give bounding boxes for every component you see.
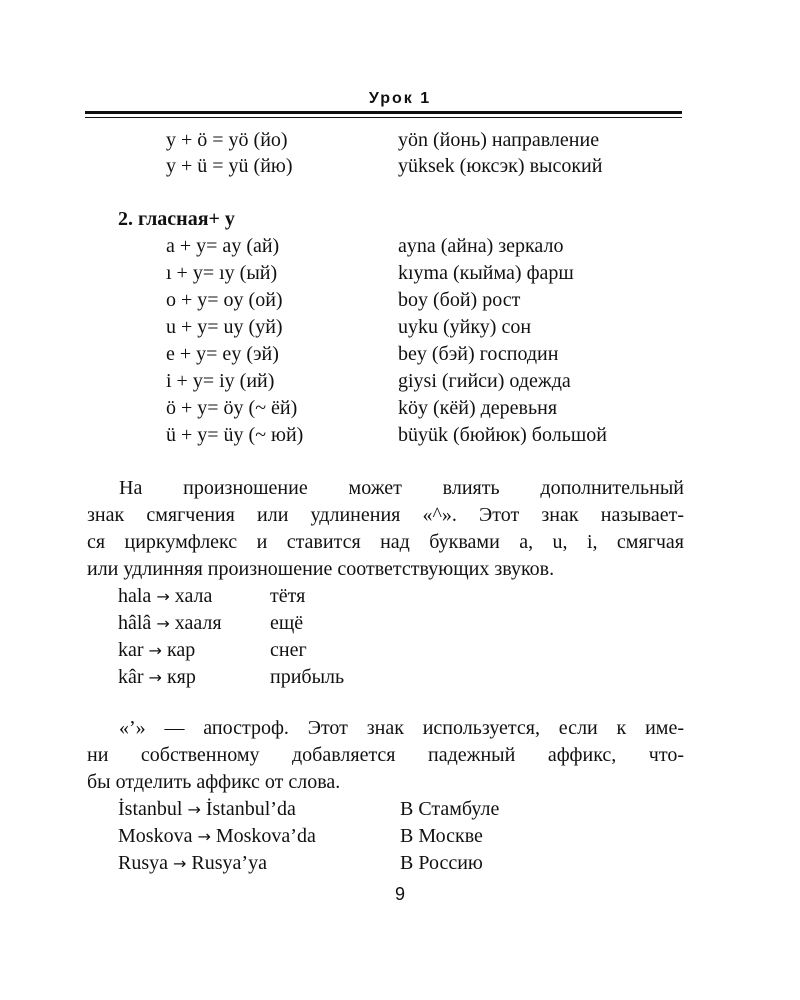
rule-row-yo-left: y + ö = yö (йо) — [166, 129, 288, 151]
paragraph-line: «’» — апостроф. Этот знак используется, если к име- — [119, 717, 684, 739]
example-row — [118, 610, 222, 637]
example-meaning: В Москве — [400, 825, 483, 847]
paragraph-line: ни собственному добавляется падежный аффикс, что- — [87, 744, 684, 766]
example-pronunciation: хааля — [174, 612, 222, 634]
example-word: İstanbul — [118, 798, 183, 820]
rule-row-yu-left: y + ü = yü (йю) — [166, 155, 293, 177]
page-number: 9 — [394, 884, 405, 904]
right-arrow-icon: → — [156, 587, 170, 606]
paragraph-line: или удлинняя произношение соответствующих звуков. — [87, 558, 555, 580]
rule-row-ay-left: a + y= ay (ай) — [166, 235, 280, 257]
header-rule-thick — [85, 111, 682, 114]
example-row — [118, 637, 195, 664]
rule-row-iy-dotless-left: ı + y= ıy (ый) — [166, 262, 278, 284]
example-inflected: Rusya’ya — [191, 852, 267, 874]
rule-row-oey-right: köy (кёй) деревьня — [398, 397, 558, 419]
rule-row-yo-right: yön (йонь) направление — [398, 129, 600, 151]
paragraph-line: ся циркумфлекс и ставится над буквами a, u, i, смягчая — [87, 531, 684, 553]
rule-row-oy-right: boy (бой) рост — [398, 289, 521, 311]
rule-row-ey-left: e + y= ey (эй) — [166, 343, 279, 365]
example-row — [118, 664, 196, 691]
example-meaning: В Россию — [400, 852, 483, 874]
paragraph-line: знак смягчения или удлинения «^». Этот знак называет- — [87, 504, 684, 526]
example-word: Rusya — [118, 852, 168, 874]
example-inflected: Moskova’da — [215, 825, 316, 847]
running-header: Урок 1 — [368, 90, 432, 107]
rule-row-iy-left: i + y= iy (ий) — [166, 370, 275, 392]
right-arrow-icon: → — [156, 614, 170, 633]
rule-row-uy-left: u + y= uy (уй) — [166, 316, 283, 338]
example-row — [118, 850, 267, 877]
paragraph-line: бы отделить аффикс от слова. — [87, 771, 341, 793]
paragraph-line: На произношение может влиять дополнительный — [119, 477, 684, 499]
apostrophe-paragraph — [87, 715, 684, 796]
right-arrow-icon: → — [148, 668, 162, 687]
example-row — [118, 583, 212, 610]
rule-row-uy-right: uyku (уйку) сон — [398, 316, 532, 338]
example-word: Moskova — [118, 825, 193, 847]
example-word: hâlâ — [118, 612, 152, 634]
example-row — [118, 796, 296, 823]
example-word: kâr — [118, 666, 144, 688]
rule-row-ay-right: ayna (айна) зеркало — [398, 235, 564, 257]
rule-row-uey-right: büyük (бюйюк) большой — [398, 424, 607, 446]
rule-row-uey-left: ü + y= üy (~ юй) — [166, 424, 304, 446]
example-word: kar — [118, 639, 144, 661]
header-rule-thin — [85, 117, 682, 118]
example-meaning: В Стамбуле — [400, 798, 500, 820]
example-meaning: тётя — [270, 585, 306, 607]
example-word: hala — [118, 585, 152, 607]
rule-row-ey-right: bey (бэй) господин — [398, 343, 559, 365]
right-arrow-icon: → — [187, 800, 201, 819]
example-row — [118, 823, 316, 850]
section-heading: 2. гласная+ y — [118, 208, 235, 230]
right-arrow-icon: → — [173, 854, 187, 873]
example-pronunciation: хала — [174, 585, 213, 607]
right-arrow-icon: → — [197, 827, 211, 846]
example-meaning: прибыль — [270, 666, 345, 688]
example-pronunciation: кяр — [166, 666, 196, 688]
rule-row-oy-left: o + y= oy (ой) — [166, 289, 283, 311]
example-inflected: İstanbul’da — [205, 798, 296, 820]
circumflex-paragraph — [87, 475, 684, 583]
rule-row-iy-dotless-right: kıyma (кыйма) фарш — [398, 262, 574, 284]
example-meaning: ещё — [270, 612, 304, 634]
rule-row-iy-right: giysi (гийси) одежда — [398, 370, 571, 392]
rule-row-yu-right: yüksek (юксэк) высокий — [398, 155, 603, 177]
example-pronunciation: кар — [166, 639, 196, 661]
right-arrow-icon: → — [148, 641, 162, 660]
example-meaning: снег — [270, 639, 307, 661]
rule-row-oey-left: ö + y= öy (~ ёй) — [166, 397, 298, 419]
